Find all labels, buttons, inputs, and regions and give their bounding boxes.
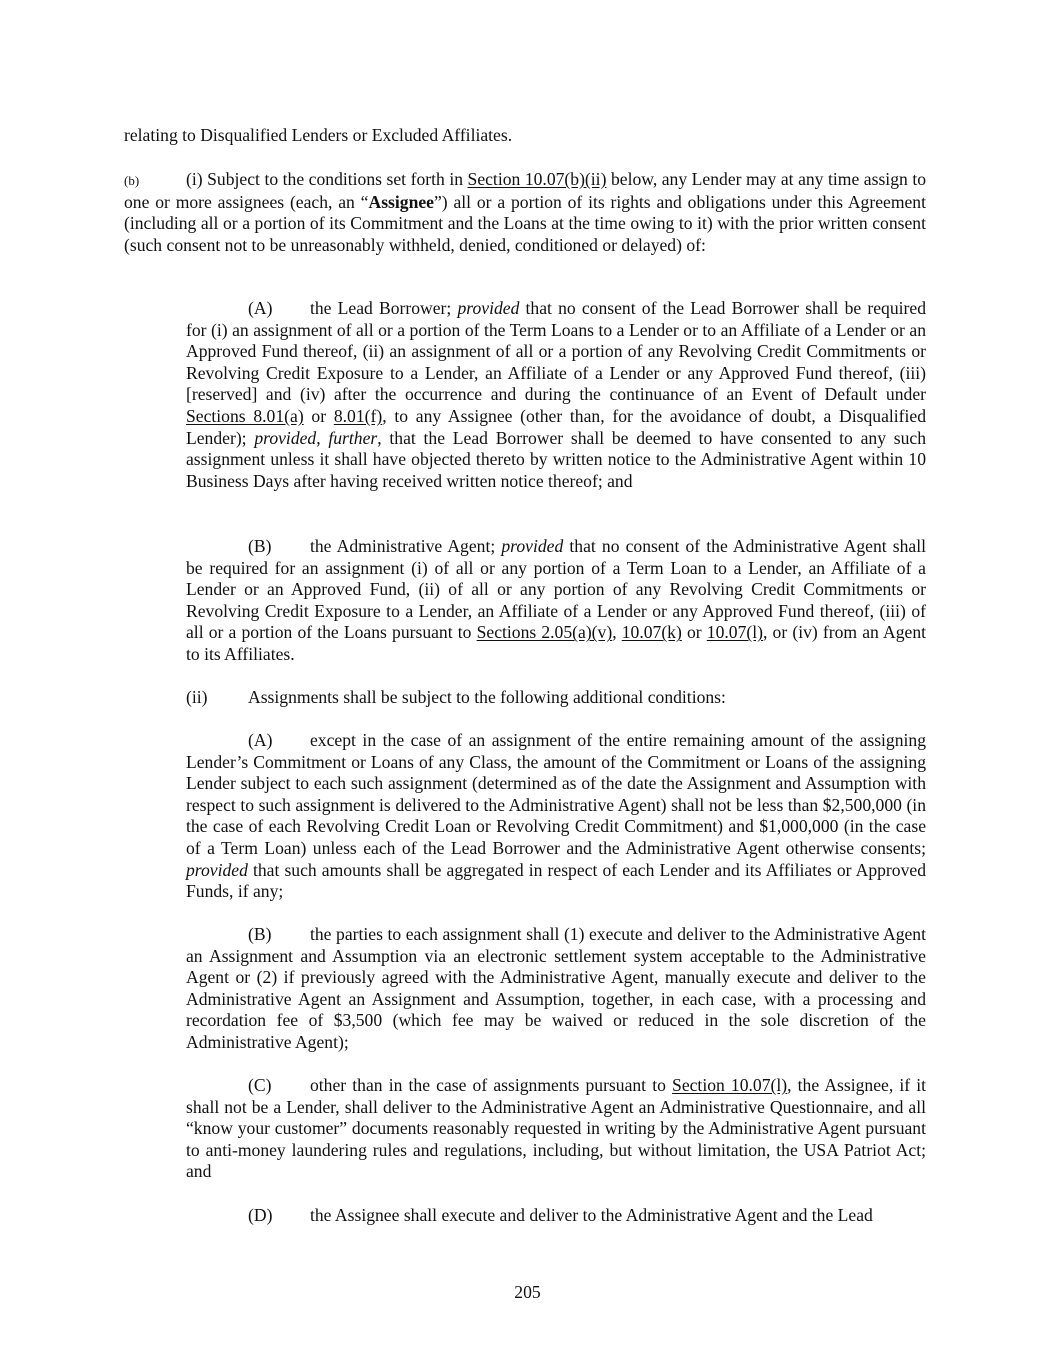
paragraph-b-ii-A: (A) except in the case of an assignment of the entire remaining amount of the assigning Lender’s Commitment or Loans of any Class, the amount of the Commitment or Loans of the assigning Lender subject to each such assignment (determined as of the date the Assignment and Assumption with respect to such assignment is delivered to the Administrative Agent) shall not be less than $2,500,000 (in the case of each Revolving Credit Loan or Revolving Credit Commitment) and $1,000,000 (in the case of a Term Loan) unless each of the Lead Borrower and the Administrative Agent otherwise consents; provided that such amounts shall be aggregated in respect of each Lender and its Affiliates or Approved Funds, if any; bbox=[186, 730, 926, 902]
section-ref-10-07-b-ii: Section 10.07(b)(ii) bbox=[467, 169, 607, 189]
paragraph-b-ii-B: (B) the parties to each assignment shall (1) execute and deliver to the Administrative Agent an Assignment and Assumption via an electronic settlement system acceptable to the Administrative Agent or (2) if previously agreed with the Administrative Agent, manually execute and deliver to the Administrative Agent an Assignment and Assumption, together, in each case, with a processing and recordation fee of $3,500 (which fee may be waived or reduced in the sole discretion of the Administrative Agent); bbox=[186, 924, 926, 1052]
paragraph-label: (B) bbox=[248, 536, 272, 556]
paragraph-b-i-B: (B) the Administrative Agent; provided that no consent of the Administrative Agent shall be required for an assignment (i) of all or any portion of a Term Loan to a Lender, an Affiliate of a Lender or an Approved Fund, (ii) of all or any portion of any Revolving Credit Commitments or Revolving Credit Exposure to a Lender, an Affiliate of a Lender or any Approved Fund thereof, (iii) of all or a portion of the Loans pursuant to Sections 2.05(a)(v), 10.07(k) or 10.07(l), or (iv) from an Agent to its Affiliates. bbox=[186, 536, 927, 664]
paragraph-label: (C) bbox=[248, 1075, 272, 1095]
paragraph-b-i-label: (i) bbox=[186, 169, 203, 189]
paragraph-b-label: (b) bbox=[124, 173, 140, 188]
section-ref-10-07-k: 10.07(k) bbox=[621, 622, 682, 643]
paragraph-b-ii-C: (C) other than in the case of assignments pursuant to Section 10.07(l), the Assignee, if it shall not be a Lender, shall deliver to the Administrative Agent an Administrative Questionnaire, and all “know your customer” documents reasonably requested in writing by the Administrative Agent pursuant to anti-money laundering rules and regulations, including, but without limitation, the USA Patriot Act; and bbox=[186, 1075, 927, 1182]
page-number: 205 bbox=[514, 1282, 541, 1302]
paragraph-label: (ii) bbox=[186, 687, 208, 707]
section-ref-10-07-l: 10.07(l) bbox=[706, 622, 763, 643]
paragraph-b-ii-D: (D) the Assignee shall execute and deliver to the Administrative Agent and the Lead bbox=[248, 1205, 873, 1225]
assignee-defined-term: Assignee bbox=[368, 191, 434, 212]
paragraph-b-i-A: (A) the Lead Borrower; provided that no consent of the Lead Borrower shall be required for (i) an assignment of all or a portion of the Term Loans to a Lender or to an Affiliate of a Lender or an Approved Fund thereof, (ii) an assignment of all or a portion of any Revolving Credit Commitments or Revolving Credit Exposure to a Lender, an Affiliate of a Lender or any Approved Fund thereof, (iii) [reserved] and (iv) after the occurrence and during the continuance of an Event of Default under Sections 8.01(a) or 8.01(f), to any Assignee (other than, for the avoidance of doubt, a Disqualified Lender); provided, further, that the Lead Borrower shall be deemed to have consented to any such assignment unless it shall have objected thereto by written notice to the Administrative Agent within 10 Business Days after having received written notice thereof; and bbox=[186, 298, 927, 491]
paragraph-label: (A) bbox=[248, 298, 273, 318]
paragraph-label: (B) bbox=[248, 924, 272, 944]
paragraph-label: (A) bbox=[248, 730, 273, 750]
section-ref-10-07-l: Section 10.07(l) bbox=[672, 1075, 788, 1095]
top-fragment: relating to Disqualified Lenders or Excluded Affiliates. bbox=[124, 125, 513, 145]
section-ref-8-01-a: Sections 8.01(a) bbox=[186, 405, 304, 426]
paragraph-b-ii: (ii) Assignments shall be subject to the following additional conditions: bbox=[186, 687, 726, 707]
section-ref-8-01-f: 8.01(f) bbox=[333, 405, 383, 426]
paragraph-b: (b) (i) Subject to the conditions set forth in Section 10.07(b)(ii) below, any Lender may at any time assign to one or more assignees (each, an “Assignee”) all or a portion of its rights and obligations under this Agreement (including all or a portion of its Commitment and the Loans at the time owing to it) with the prior written consent (such consent not to be unreasonably withheld, denied, conditioned or delayed) of: bbox=[124, 169, 927, 255]
section-ref-2-05-a-v: Sections 2.05(a)(v) bbox=[476, 622, 613, 643]
paragraph-label: (D) bbox=[248, 1205, 273, 1225]
